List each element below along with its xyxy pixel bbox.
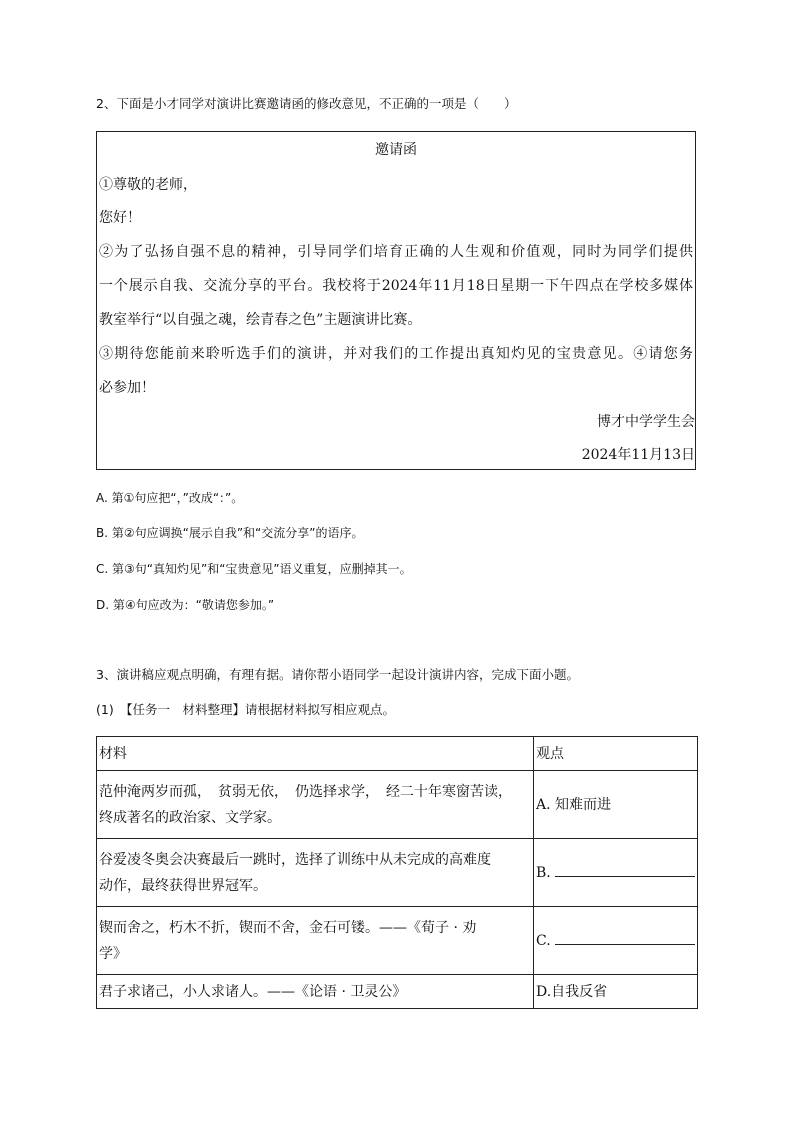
answer-blank-b[interactable] — [555, 862, 695, 877]
view-label: B. — [536, 864, 551, 881]
table-header-row — [97, 737, 698, 771]
letter-body-line-2: 一个展示自我、交流分享的平台。我校将于2024年11月18日星期一下午四点在学校多媒体 — [99, 278, 693, 294]
question-2-stem: 2、下面是小才同学对演讲比赛邀请函的修改意见，不正确的一项是（ ） — [96, 96, 517, 111]
view-cell: D.自我反省 — [534, 975, 698, 1009]
header-material: 材料 — [97, 737, 534, 771]
view-cell — [534, 839, 698, 907]
view-label: C. — [536, 932, 551, 949]
material-line: 君子求诸己，小人求诸人。——《论语 · 卫灵公》 — [99, 983, 407, 1000]
letter-greeting: ①尊敬的老师， — [99, 177, 197, 193]
letter-body-line-4: ③期待您能前来聆听选手们的演讲，并对我们的工作提出真知灼见的宝贵意见。④请您务 — [99, 346, 693, 362]
letter-body-line-3: 教室举行“以自强之魂，绘青春之色”主题演讲比赛。 — [99, 312, 422, 328]
view-cell: A. 知难而进 — [534, 771, 698, 839]
option-a: A. 第①句应把“，”改成“：”。 — [96, 491, 244, 505]
view-cell — [534, 907, 698, 975]
material-cell — [97, 907, 534, 975]
table-row — [97, 975, 698, 1009]
letter-hello: 您好！ — [99, 210, 141, 226]
letter-body-line-1: ②为了弘扬自强不息的精神，引导同学们培育正确的人生观和价值观，同时为同学们提供 — [99, 244, 693, 260]
header-view: 观点 — [534, 737, 698, 771]
table-row — [97, 839, 698, 907]
option-d: D. 第④句应改为：“敬请您参加。” — [96, 598, 275, 612]
answer-blank-c[interactable] — [555, 930, 695, 945]
table-row — [97, 907, 698, 975]
invitation-letter — [96, 131, 696, 470]
option-b: B. 第②句应调换“展示自我”和“交流分享”的语序。 — [96, 526, 364, 540]
material-line: 学》 — [99, 945, 127, 962]
question-3-sub-1: (1) 【任务一 材料整理】请根据材料拟写相应观点。 — [96, 702, 395, 717]
material-line: 动作，最终获得世界冠军。 — [99, 877, 267, 894]
material-line: 终成著名的政治家、文学家。 — [99, 809, 281, 826]
material-line: 谷爱凌冬奥会决赛最后一跳时，选择了训练中从未完成的高难度 — [99, 851, 491, 868]
option-c: C. 第③句“真知灼见”和“宝贵意见”语义重复，应删掉其一。 — [96, 562, 412, 576]
table-row — [97, 771, 698, 839]
letter-date: 2024年11月13日 — [581, 447, 695, 463]
material-cell — [97, 975, 534, 1009]
material-line: 范仲淹两岁而孤， 贫弱无依， 仍选择求学， 经二十年寒窗苦读， — [99, 783, 512, 800]
material-table — [96, 736, 698, 1009]
letter-title: 邀请函 — [375, 142, 417, 158]
material-cell — [97, 771, 534, 839]
material-cell — [97, 839, 534, 907]
letter-body-line-5: 必参加！ — [99, 380, 155, 396]
material-line: 锲而舍之，朽木不折，锲而不舍，金石可镂。——《荀子 · 劝 — [99, 919, 477, 936]
letter-signature: 博才中学学生会 — [597, 414, 695, 430]
question-3-stem: 3、演讲稿应观点明确，有理有据。请你帮小语同学一起设计演讲内容，完成下面小题。 — [96, 667, 579, 682]
